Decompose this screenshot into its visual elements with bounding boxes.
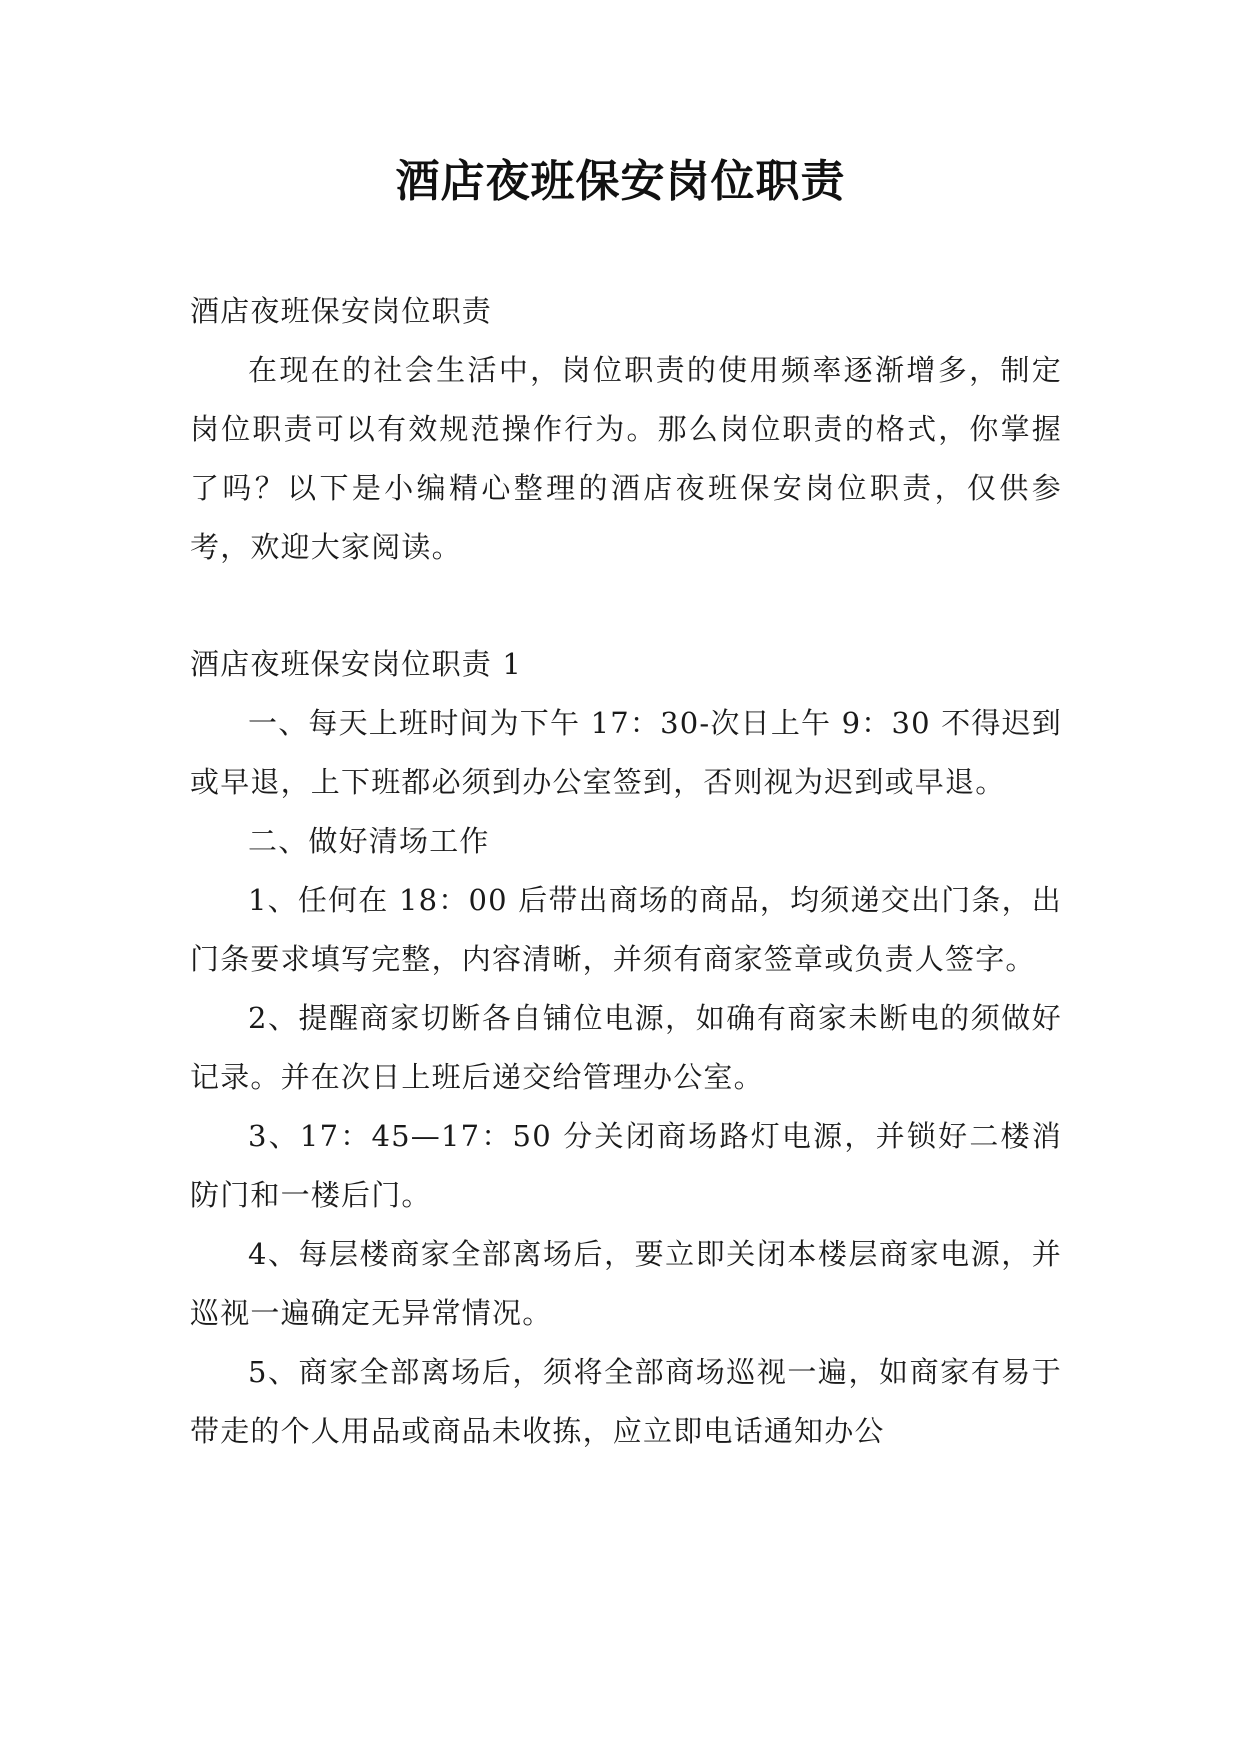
document-title: 酒店夜班保安岗位职责	[395, 156, 846, 207]
document-body	[190, 282, 1062, 1461]
duty-item: 5、商家全部离场后，须将全部商场巡视一遍，如商家有易于带走的个人用品或商品未收拣，应立即电话通知办公	[190, 1355, 1062, 1448]
intro-paragraph: 在现在的社会生活中，岗位职责的使用频率逐渐增多，制定岗位职责可以有效规范操作行为。那么岗位职责的格式，你掌握了吗？以下是小编精心整理的酒店夜班保安岗位职责，仅供参考，欢迎大家阅读。	[190, 353, 1062, 564]
duty-item: 一、每天上班时间为下午 17：30-次日上午 9：30 不得迟到或早退，上下班都必须到办公室签到，否则视为迟到或早退。	[190, 706, 1063, 799]
duty-item: 2、提醒商家切断各自铺位电源，如确有商家未断电的须做好记录。并在次日上班后递交给管理办公室。	[190, 1001, 1062, 1094]
section-spacer	[190, 577, 1062, 635]
intro-heading: 酒店夜班保安岗位职责	[190, 294, 493, 328]
duty-item: 二、做好清场工作	[248, 824, 490, 858]
duty-item: 1、任何在 18：00 后带出商场的商品，均须递交出门条，出门条要求填写完整，内容清晰，并须有商家签章或负责人签字。	[190, 883, 1062, 976]
duty-item: 4、每层楼商家全部离场后，要立即关闭本楼层商家电源，并巡视一遍确定无异常情况。	[190, 1237, 1062, 1330]
duty-item: 3、17：45—17：50 分关闭商场路灯电源，并锁好二楼消防门和一楼后门。	[190, 1119, 1062, 1212]
section-heading: 酒店夜班保安岗位职责 1	[190, 647, 523, 681]
